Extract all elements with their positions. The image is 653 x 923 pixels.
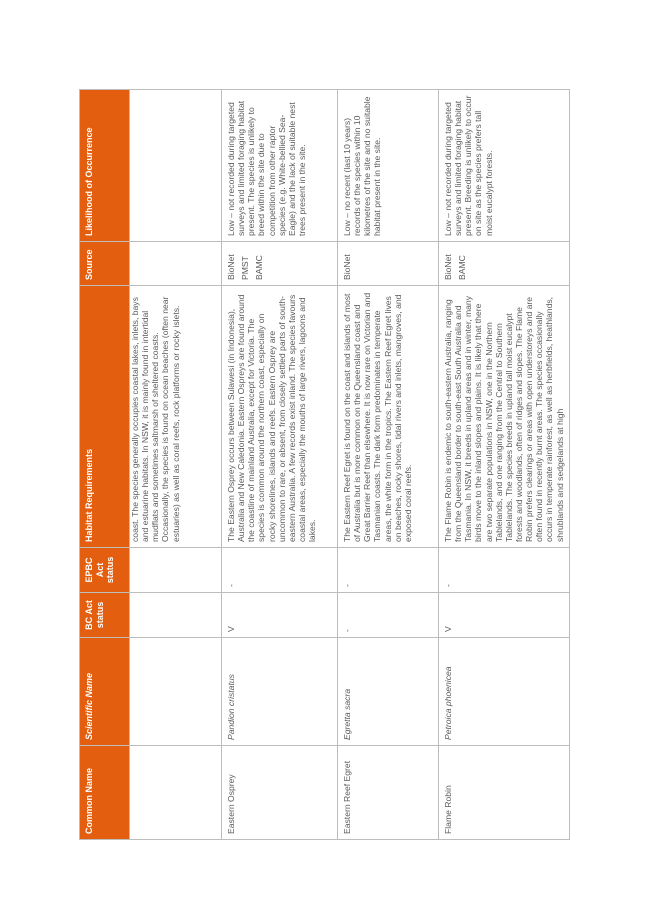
- cell-habitat: The Eastern Reef Egret is found on the coast and islands of most of Australia but is more common on the Queensland coast and Great Barrier Reef than elsewhere. It is now rare on Victorian and Tasmanian coasts. The dark form predominates in temperate areas, the white form in the tropics. The Eastern Reef Egret lives on beaches, rocky shores, tidal rivers and inlets, mangroves, and exposed coral reefs.: [338, 286, 439, 548]
- header-likelihood: Likelihood of Occurrence: [80, 90, 130, 242]
- header-bc-act-status: BC Act status: [80, 593, 130, 638]
- source-item: PMST: [240, 256, 251, 280]
- header-epbc-act-status: EPBC Act status: [80, 548, 130, 593]
- cell-scientific-name: Petroica phoenicea: [439, 638, 570, 746]
- source-item: BAMC: [457, 255, 468, 280]
- cell-habitat: The Flame Robin is endemic to south-eastern Australia, ranging from the Queensland border to south-east South Australia and Tasmania. In NSW, it breeds in upland areas and in winter, many birds move to the inland slopes and plains. It is likely that there are two separate populations in NSW, one in the Northern Tablelands, and one ranging from the Central to Southern Tablelands. The species breeds in upland tall moist eucalypt forests and woodlands, often of ridges and slopes. The Flame Robin prefers clearings or areas with open understoreys and are often found in recently burnt areas. The species occasionally occurs in temperate rainforest, as well as herbfields, heathlands, shrublands and sedgelands at high: [439, 286, 570, 548]
- cell-likelihood: Low – no recent (last 10 years) records of the species within 10 kilometres of the site and no suitable habitat present in the site.: [338, 90, 439, 242]
- table-row: [222, 90, 338, 840]
- cell-common-name: Eastern Osprey: [222, 746, 338, 840]
- rotated-species-table: [79, 90, 569, 840]
- table-row: [439, 90, 570, 840]
- header-source: Source: [80, 242, 130, 286]
- source-item: BAMC: [254, 255, 265, 280]
- table-row: [130, 90, 222, 840]
- cell-common-name: Flame Robin: [439, 746, 570, 840]
- cell-epbc-status: -: [222, 548, 338, 593]
- cell-habitat: The Eastern Osprey occurs between Sulawesi (in Indonesia), Australia and New Caledonia. Eastern Ospreys are found around the coastline of mainland Australia, except for Victoria. The species is common around the northern coast, especially on rocky shorelines, islands and reefs. Eastern Osprey are uncommon to rare, or absent, from closely settled parts of south-eastern Australia. A few records exist inland. The species favours coastal areas, especially the mouths of large rivers, lagoons and lakes.: [222, 286, 338, 548]
- cell-scientific-name: Pandion cristatus: [222, 638, 338, 746]
- source-item: BioNet: [226, 254, 236, 280]
- source-item: BioNet: [443, 254, 453, 280]
- cell-scientific-name: [130, 638, 222, 746]
- header-common-name: Common Name: [80, 746, 130, 840]
- cell-epbc-status: -: [338, 548, 439, 593]
- cell-epbc-status: [130, 548, 222, 593]
- table-header-row: [80, 90, 130, 840]
- cell-source: [222, 242, 338, 286]
- cell-likelihood: [130, 90, 222, 242]
- cell-common-name: Eastern Reef Egret: [338, 746, 439, 840]
- cell-epbc-status: -: [439, 548, 570, 593]
- cell-source: [439, 242, 570, 286]
- cell-common-name: [130, 746, 222, 840]
- cell-bc-status: -: [338, 593, 439, 638]
- cell-bc-status: [130, 593, 222, 638]
- cell-bc-status: V: [439, 593, 570, 638]
- species-habitat-table: [79, 89, 570, 840]
- cell-scientific-name: Egretta sacra: [338, 638, 439, 746]
- header-scientific-name: Scientific Name: [80, 638, 130, 746]
- cell-likelihood: Low – not recorded during targeted surveys and limited foraging habitat present. The species is unlikely to breed within the site due to competition from other raptor species (e.g. White-bellied Sea-Eagle) and the lack of suitable nest trees present in the site.: [222, 90, 338, 242]
- header-habitat-requirements: Habitat Requirements: [80, 286, 130, 548]
- cell-source: [130, 242, 222, 286]
- cell-source: [338, 242, 439, 286]
- cell-likelihood: Low – not recorded during targeted surveys and limited foraging habitat present. Breeding is unlikely to occur on site as the species prefers tall moist eucalypt forests.: [439, 90, 570, 242]
- table-row: [338, 90, 439, 840]
- cell-bc-status: V: [222, 593, 338, 638]
- cell-habitat: coast. The species generally occupies coastal lakes, inlets, bays and estuarine habitats. In NSW, it is mainly found in intertidal mudflats and sometimes saltmarsh of sheltered coasts. Occasionally, the species is found on ocean beaches (often near estuaries) as well as coral reefs, rock platforms or rocky islets.: [130, 286, 222, 548]
- source-item: BioNet: [342, 254, 352, 280]
